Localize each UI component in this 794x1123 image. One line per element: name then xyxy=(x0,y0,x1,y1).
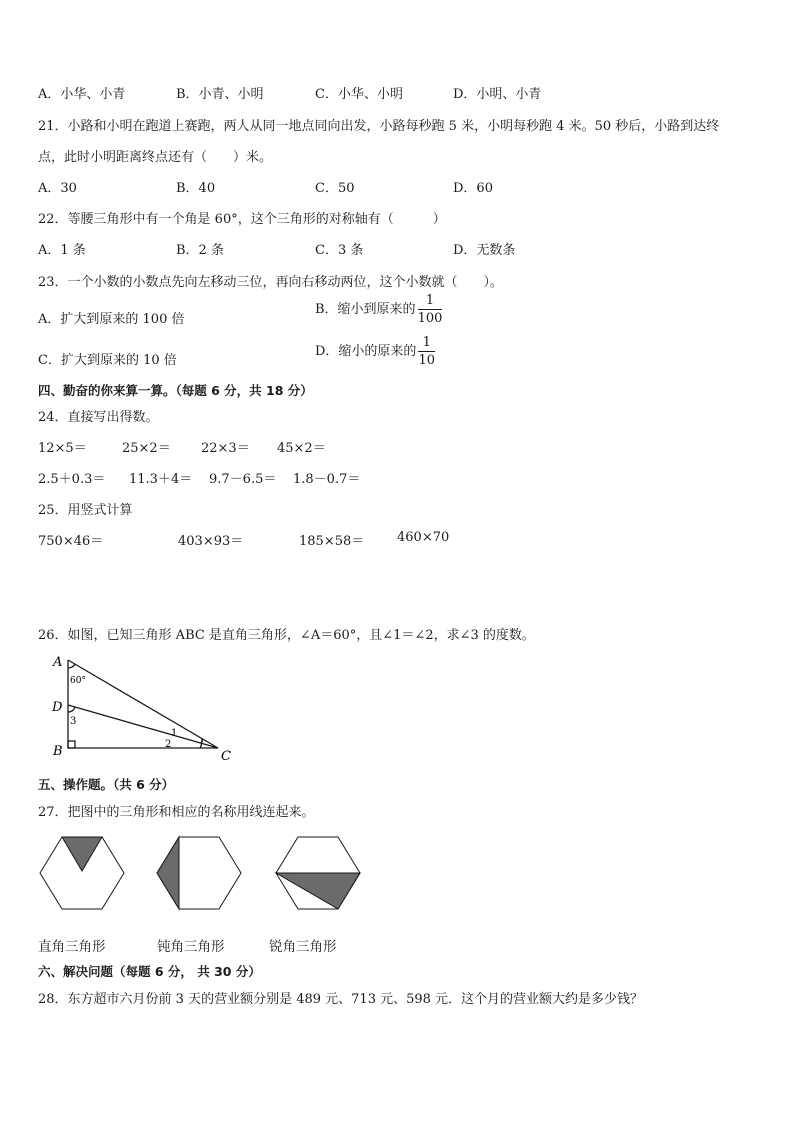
section-4-title: 四、勤奋的你来算一算。（每题 6 分，共 18 分） xyxy=(38,383,313,398)
q24-item: 11.3＋4＝ xyxy=(129,472,193,487)
q25-item: 750×46＝ xyxy=(38,534,104,549)
q27-stem: 27．把图中的三角形和相应的名称用线连起来。 xyxy=(38,805,315,820)
q27-name-right-triangle: 直角三角形 xyxy=(38,939,106,955)
q20-option-b: B．小青、小明 xyxy=(176,87,264,102)
q22-option-c: C．3 条 xyxy=(315,243,364,258)
q22-option-d: D．无数条 xyxy=(453,243,516,258)
q24-stem: 24．直接写出得数。 xyxy=(38,410,159,425)
q22-option-b: B．2 条 xyxy=(176,243,224,258)
q24-item: 22×3＝ xyxy=(201,441,250,456)
label-c: C xyxy=(221,749,231,764)
section-6-title: 六、解决问题（每题 6 分， 共 30 分） xyxy=(38,964,261,979)
q27-name-acute-triangle: 锐角三角形 xyxy=(269,939,337,955)
q27-hexagon-figures xyxy=(38,835,368,915)
label-d: D xyxy=(52,700,63,715)
q21-stem-line1: 21．小路和小明在跑道上赛跑，两人从同一地点同向出发，小路每秒跑 5 米，小明每秒跑 4 米。50 秒后，小路到达终 xyxy=(38,119,720,134)
q22-option-a: A．1 条 xyxy=(38,243,86,258)
q24-item: 2.5＋0.3＝ xyxy=(38,472,106,487)
q24-item: 45×2＝ xyxy=(277,441,326,456)
q23-option-b xyxy=(315,294,442,325)
q27-name-obtuse-triangle: 钝角三角形 xyxy=(157,939,225,955)
q20-option-d: D．小明、小青 xyxy=(453,87,542,102)
q25-item: 460×70 xyxy=(397,530,450,545)
q24-item: 1.8－0.7＝ xyxy=(293,472,361,487)
q21-option-d: D．60 xyxy=(453,181,493,196)
q23-stem: 23．一个小数的小数点先向左移动三位，再向右移动两位，这个小数就（ ）。 xyxy=(38,275,504,290)
side-ac xyxy=(68,660,218,748)
q26-stem: 26．如图，已知三角形 ABC 是直角三角形，∠A＝60°，且∠1＝∠2，求∠3 的度数。 xyxy=(38,628,535,643)
q21-stem-line2: 点，此时小明距离终点还有（ ）米。 xyxy=(38,150,273,165)
q22-stem: 22．等腰三角形中有一个角是 60°，这个三角形的对称轴有（ ） xyxy=(38,212,446,227)
q23-option-d xyxy=(315,336,435,367)
angle-a-label: 60° xyxy=(70,676,86,686)
right-angle-mark xyxy=(68,741,75,748)
q24-item: 9.7－6.5＝ xyxy=(209,472,277,487)
segment-dc xyxy=(68,705,218,748)
q23-option-b-numerator: 1 xyxy=(418,294,443,310)
q25-item: 403×93＝ xyxy=(178,534,244,549)
q23-option-d-text: D．缩小的原来的 xyxy=(315,344,417,359)
q23-option-c: C．扩大到原来的 10 倍 xyxy=(38,353,177,368)
q20-option-c: C．小华、小明 xyxy=(315,87,403,102)
angle-3-label: 3 xyxy=(70,716,77,727)
q24-item: 12×5＝ xyxy=(38,441,87,456)
q23-option-d-fraction xyxy=(418,336,435,367)
q28-stem: 28．东方超市六月份前 3 天的营业额分别是 489 元、713 元、598 元．这个月的营业额大约是多少钱？ xyxy=(38,992,644,1007)
q24-item: 25×2＝ xyxy=(122,441,171,456)
hexagon-1 xyxy=(40,837,124,909)
hexagon-3 xyxy=(276,837,360,909)
shaded-triangle-2 xyxy=(157,837,179,909)
q21-option-c: C．50 xyxy=(315,181,355,196)
q23-option-b-fraction xyxy=(418,294,443,325)
hexagon-2 xyxy=(157,837,241,909)
q21-option-a: A．30 xyxy=(38,181,77,196)
angle-1-label: 1 xyxy=(171,728,178,739)
q25-stem: 25．用竖式计算 xyxy=(38,503,133,518)
q23-option-d-numerator: 1 xyxy=(418,336,435,352)
q23-option-a: A．扩大到原来的 100 倍 xyxy=(38,312,185,327)
q21-option-b: B．40 xyxy=(176,181,216,196)
angle-2-label: 2 xyxy=(165,739,172,750)
angle-a-arc xyxy=(68,664,75,668)
q26-triangle-figure xyxy=(48,652,248,767)
label-a: A xyxy=(53,655,63,670)
q25-item: 185×58＝ xyxy=(299,534,365,549)
q20-option-a: A．小华、小青 xyxy=(38,87,126,102)
section-5-title: 五、操作题。（共 6 分） xyxy=(38,777,175,792)
angle-3-arc xyxy=(68,707,75,712)
q23-option-d-denominator: 10 xyxy=(418,353,435,368)
q23-option-b-text: B．缩小到原来的 xyxy=(315,302,416,317)
q23-option-b-denominator: 100 xyxy=(417,311,443,326)
label-b: B xyxy=(53,744,63,759)
